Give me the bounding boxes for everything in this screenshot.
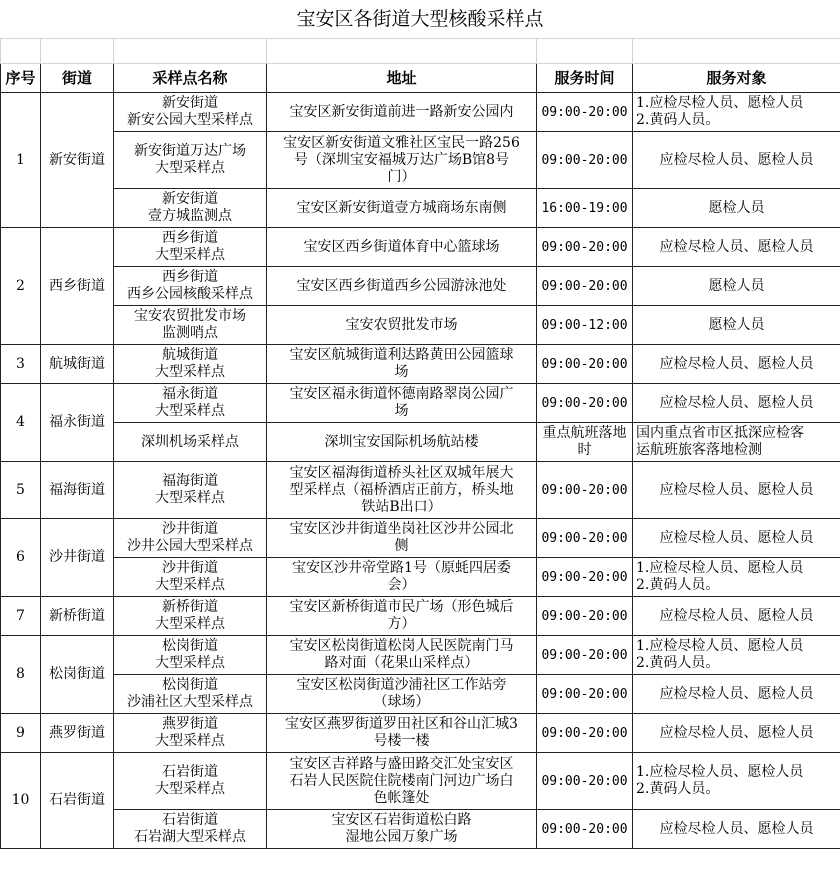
cell-service-target xyxy=(633,267,840,306)
cell-service-target xyxy=(633,558,840,597)
cell-line: 沙井街道 xyxy=(162,560,218,576)
cell-address xyxy=(267,519,537,558)
blank-row xyxy=(1,39,840,64)
cell-line: 大型采样点 xyxy=(155,781,225,797)
cell-line: 宝安区福海街道桥头社区双城年展大 xyxy=(289,464,514,481)
cell-line: 宝安区沙井街道坐岗社区沙井公园北 xyxy=(289,521,514,537)
cell-line: 西乡公园核酸采样点 xyxy=(127,286,253,302)
cell-seq: 7 xyxy=(1,597,41,636)
cell-seq: 5 xyxy=(1,462,41,519)
table-row xyxy=(1,93,840,132)
cell-line: 大型采样点 xyxy=(155,490,225,506)
header-time: 服务时间 xyxy=(537,64,633,93)
cell-site-name xyxy=(114,753,267,810)
cell-line: 愿检人员 xyxy=(708,277,765,294)
table-row xyxy=(1,636,840,675)
cell-service-time: 09:00-20:00 xyxy=(537,558,633,597)
cell-line: 应检尽检人员、愿检人员 xyxy=(659,685,814,702)
cell-line: 应检尽检人员、愿检人员 xyxy=(659,481,814,498)
cell-line: 宝安区西乡街道体育中心篮球场 xyxy=(303,238,500,255)
cell-line: 1.应检尽检人员、愿检人员 xyxy=(636,95,804,111)
table-row xyxy=(1,810,840,849)
cell-line: 松岗街道 xyxy=(162,677,218,693)
cell-service-target xyxy=(633,519,840,558)
cell-line: 大型采样点 xyxy=(155,577,225,593)
cell-service-time: 09:00-20:00 xyxy=(537,519,633,558)
cell-service-target xyxy=(633,93,840,132)
cell-line: 1.应检尽检人员、愿检人员 xyxy=(636,560,804,576)
cell-service-time: 09:00-12:00 xyxy=(537,306,633,345)
cell-line: 西乡街道 xyxy=(162,230,218,246)
table-row xyxy=(1,384,840,423)
cell-service-time: 09:00-20:00 xyxy=(537,810,633,849)
cell-line: 1.应检尽检人员、愿检人员 xyxy=(636,638,804,654)
cell-service-target xyxy=(633,462,840,519)
table-row xyxy=(1,306,840,345)
cell-line: 应检尽检人员、愿检人员 xyxy=(659,607,814,624)
cell-address xyxy=(267,714,537,753)
cell-line: 宝安区福永街道怀德南路翠岗公园广 xyxy=(289,386,514,402)
cell-line: 国内重点省市区抵深应检客 xyxy=(636,425,804,441)
table-header-row xyxy=(1,64,840,93)
cell-line: 宝安区新桥街道市民广场（形色城后 xyxy=(289,599,514,615)
cell-service-time: 09:00-20:00 xyxy=(537,228,633,267)
cell-address xyxy=(267,228,537,267)
cell-service-time: 09:00-20:00 xyxy=(537,345,633,384)
cell-line: 型采样点（福桥酒店正前方，桥头地 xyxy=(289,481,514,498)
table-row xyxy=(1,519,840,558)
table-row xyxy=(1,462,840,519)
cell-line: 宝安区松岗街道松岗人民医院南门马 xyxy=(289,638,514,654)
cell-address xyxy=(267,597,537,636)
cell-street: 西乡街道 xyxy=(41,228,114,345)
cell-service-time: 09:00-20:00 xyxy=(537,675,633,714)
cell-line: 大型采样点 xyxy=(155,403,225,419)
cell-service-target xyxy=(633,384,840,423)
cell-site-name xyxy=(114,306,267,345)
cell-service-time: 09:00-20:00 xyxy=(537,714,633,753)
cell-line: 场 xyxy=(394,403,409,419)
cell-line: 应检尽检人员、愿检人员 xyxy=(659,724,814,741)
cell-line: 宝安农贸批发市场 xyxy=(134,308,246,324)
cell-address xyxy=(267,810,537,849)
cell-line: 宝安区新安街道文雅社区宝民一路256 xyxy=(283,134,520,151)
cell-address xyxy=(267,675,537,714)
table-row xyxy=(1,714,840,753)
cell-site-name xyxy=(114,810,267,849)
header-street: 街道 xyxy=(41,64,114,93)
cell-address xyxy=(267,189,537,228)
cell-address xyxy=(267,636,537,675)
cell-site-name xyxy=(114,597,267,636)
cell-seq: 6 xyxy=(1,519,41,597)
cell-address xyxy=(267,753,537,810)
cell-line: 应检尽检人员、愿检人员 xyxy=(659,529,814,546)
cell-line: 铁站B出口） xyxy=(361,498,442,515)
cell-line: 应检尽检人员、愿检人员 xyxy=(659,355,814,372)
cell-line: 石岩湖大型采样点 xyxy=(134,829,246,845)
cell-address xyxy=(267,345,537,384)
cell-site-name xyxy=(114,519,267,558)
cell-address xyxy=(267,132,537,189)
cell-address xyxy=(267,267,537,306)
cell-site-name xyxy=(114,675,267,714)
cell-line: 深圳机场采样点 xyxy=(141,433,239,450)
cell-service-time: 09:00-20:00 xyxy=(537,462,633,519)
cell-line: 大型采样点 xyxy=(155,733,225,749)
cell-street: 石岩街道 xyxy=(41,753,114,849)
cell-line: 福海街道 xyxy=(162,473,218,489)
cell-line: 应检尽检人员、愿检人员 xyxy=(659,238,814,255)
cell-line: （球场） xyxy=(373,694,430,710)
cell-service-time: 重点航班落地时 xyxy=(537,423,633,462)
cell-line: 新桥街道 xyxy=(162,599,218,615)
cell-service-target xyxy=(633,753,840,810)
cell-site-name xyxy=(114,228,267,267)
cell-site-name xyxy=(114,267,267,306)
header-address: 地址 xyxy=(267,64,537,93)
cell-seq: 9 xyxy=(1,714,41,753)
cell-line: 宝安区航城街道利达路黄田公园篮球 xyxy=(289,347,514,363)
cell-street: 福海街道 xyxy=(41,462,114,519)
cell-site-name xyxy=(114,462,267,519)
cell-line: 航城街道 xyxy=(162,347,218,363)
cell-service-time: 09:00-20:00 xyxy=(537,597,633,636)
cell-line: 宝安区新安街道前进一路新安公园内 xyxy=(289,103,514,120)
cell-line: 号（深圳宝安福城万达广场B馆8号 xyxy=(293,151,510,168)
cell-line: 沙井街道 xyxy=(162,521,218,537)
cell-line: 应检尽检人员、愿检人员 xyxy=(659,151,814,168)
cell-line: 宝安区沙井帝堂路1号（原蚝四居委 xyxy=(292,560,511,576)
cell-line: 大型采样点 xyxy=(155,160,225,176)
cell-address xyxy=(267,558,537,597)
cell-service-time: 09:00-20:00 xyxy=(537,384,633,423)
cell-line: 深圳宝安国际机场航站楼 xyxy=(324,433,479,450)
table-row xyxy=(1,558,840,597)
table-row xyxy=(1,597,840,636)
cell-line: 大型采样点 xyxy=(155,364,225,380)
cell-line: 大型采样点 xyxy=(155,655,225,671)
cell-service-target xyxy=(633,132,840,189)
cell-line: 愿检人员 xyxy=(708,316,765,333)
cell-service-time: 09:00-20:00 xyxy=(537,132,633,189)
cell-service-target xyxy=(633,597,840,636)
cell-line: 石岩人民医院住院楼南门河边广场白 xyxy=(289,772,514,789)
cell-service-target xyxy=(633,306,840,345)
cell-service-time: 09:00-20:00 xyxy=(537,753,633,810)
table-row xyxy=(1,753,840,810)
cell-street: 新桥街道 xyxy=(41,597,114,636)
cell-line: 沙井公园大型采样点 xyxy=(127,538,253,554)
cell-line: 宝安区燕罗街道罗田社区和谷山汇城3 xyxy=(285,716,518,732)
cell-line: 沙浦社区大型采样点 xyxy=(127,694,253,710)
cell-street: 福永街道 xyxy=(41,384,114,462)
cell-line: 大型采样点 xyxy=(155,247,225,263)
cell-line: 方） xyxy=(387,616,416,632)
cell-line: 2.黄码人员。 xyxy=(636,781,720,797)
cell-line: 侧 xyxy=(394,538,409,554)
cell-site-name xyxy=(114,636,267,675)
cell-site-name xyxy=(114,345,267,384)
cell-line: 新安街道万达广场 xyxy=(134,143,246,159)
cell-line: 大型采样点 xyxy=(155,616,225,632)
cell-line: 2.黄码人员。 xyxy=(636,577,720,593)
cell-site-name xyxy=(114,714,267,753)
cell-line: 石岩街道 xyxy=(162,812,218,828)
cell-service-time: 16:00-19:00 xyxy=(537,189,633,228)
cell-line: 燕罗街道 xyxy=(162,716,218,732)
cell-line: 运航班旅客落地检测 xyxy=(636,442,762,458)
cell-address xyxy=(267,423,537,462)
table-row xyxy=(1,228,840,267)
header-site: 采样点名称 xyxy=(114,64,267,93)
cell-line: 愿检人员 xyxy=(708,199,765,216)
cell-line: 宝安区吉祥路与盛田路交汇处宝安区 xyxy=(289,755,514,772)
cell-site-name xyxy=(114,93,267,132)
table-row xyxy=(1,132,840,189)
cell-line: 西乡街道 xyxy=(162,269,218,285)
cell-service-time: 09:00-20:00 xyxy=(537,267,633,306)
cell-service-time: 09:00-20:00 xyxy=(537,93,633,132)
table-row xyxy=(1,189,840,228)
cell-address xyxy=(267,384,537,423)
header-target: 服务对象 xyxy=(633,64,840,93)
cell-line: 路对面（花果山采样点） xyxy=(324,655,479,671)
cell-line: 场 xyxy=(394,364,409,380)
table-row xyxy=(1,423,840,462)
cell-service-target xyxy=(633,810,840,849)
cell-line: 宝安区石岩街道松白路 xyxy=(331,812,472,828)
cell-line: 宝安农贸批发市场 xyxy=(345,316,458,333)
cell-seq: 3 xyxy=(1,345,41,384)
cell-service-target xyxy=(633,228,840,267)
cell-line: 宝安区西乡街道西乡公园游泳池处 xyxy=(296,277,507,294)
cell-line: 松岗街道 xyxy=(162,638,218,654)
cell-site-name xyxy=(114,558,267,597)
table-row xyxy=(1,675,840,714)
cell-address xyxy=(267,93,537,132)
cell-street: 航城街道 xyxy=(41,345,114,384)
table-row xyxy=(1,267,840,306)
cell-site-name xyxy=(114,189,267,228)
cell-line: 2.黄码人员。 xyxy=(636,655,720,671)
cell-seq: 8 xyxy=(1,636,41,714)
cell-address xyxy=(267,306,537,345)
cell-line: 色帐篷处 xyxy=(373,789,430,806)
cell-line: 应检尽检人员、愿检人员 xyxy=(659,394,814,411)
cell-line: 会） xyxy=(387,577,416,593)
cell-service-target xyxy=(633,714,840,753)
cell-street: 燕罗街道 xyxy=(41,714,114,753)
cell-service-target xyxy=(633,675,840,714)
cell-line: 湿地公园万象广场 xyxy=(345,829,458,845)
cell-line: 福永街道 xyxy=(162,386,218,402)
cell-site-name xyxy=(114,384,267,423)
cell-street: 松岗街道 xyxy=(41,636,114,714)
sampling-sites-table xyxy=(0,38,840,849)
cell-seq: 1 xyxy=(1,93,41,228)
cell-seq: 2 xyxy=(1,228,41,345)
cell-seq: 10 xyxy=(1,753,41,849)
cell-service-target xyxy=(633,423,840,462)
cell-service-target xyxy=(633,189,840,228)
cell-address xyxy=(267,462,537,519)
cell-line: 新安公园大型采样点 xyxy=(127,112,253,128)
cell-line: 壹方城监测点 xyxy=(148,208,232,224)
cell-line: 宝安区松岗街道沙浦社区工作站旁 xyxy=(296,677,507,693)
cell-line: 宝安区新安街道壹方城商场东南侧 xyxy=(296,199,507,216)
cell-street: 新安街道 xyxy=(41,93,114,228)
page-title: 宝安区各街道大型核酸采样点 xyxy=(296,8,544,30)
cell-line: 1.应检尽检人员、愿检人员 xyxy=(636,764,804,780)
cell-service-time: 09:00-20:00 xyxy=(537,636,633,675)
cell-street: 沙井街道 xyxy=(41,519,114,597)
cell-line: 2.黄码人员。 xyxy=(636,112,720,128)
cell-line: 石岩街道 xyxy=(162,764,218,780)
cell-service-target xyxy=(633,345,840,384)
cell-site-name xyxy=(114,423,267,462)
table-row xyxy=(1,345,840,384)
cell-site-name xyxy=(114,132,267,189)
cell-line: 门） xyxy=(387,168,416,185)
cell-line: 监测哨点 xyxy=(162,325,218,341)
cell-line: 新安街道 xyxy=(162,95,218,111)
cell-seq: 4 xyxy=(1,384,41,462)
cell-line: 号楼一楼 xyxy=(373,733,430,749)
cell-service-target xyxy=(633,636,840,675)
cell-line: 应检尽检人员、愿检人员 xyxy=(659,820,814,837)
header-seq: 序号 xyxy=(1,64,41,93)
cell-line: 新安街道 xyxy=(162,191,218,207)
